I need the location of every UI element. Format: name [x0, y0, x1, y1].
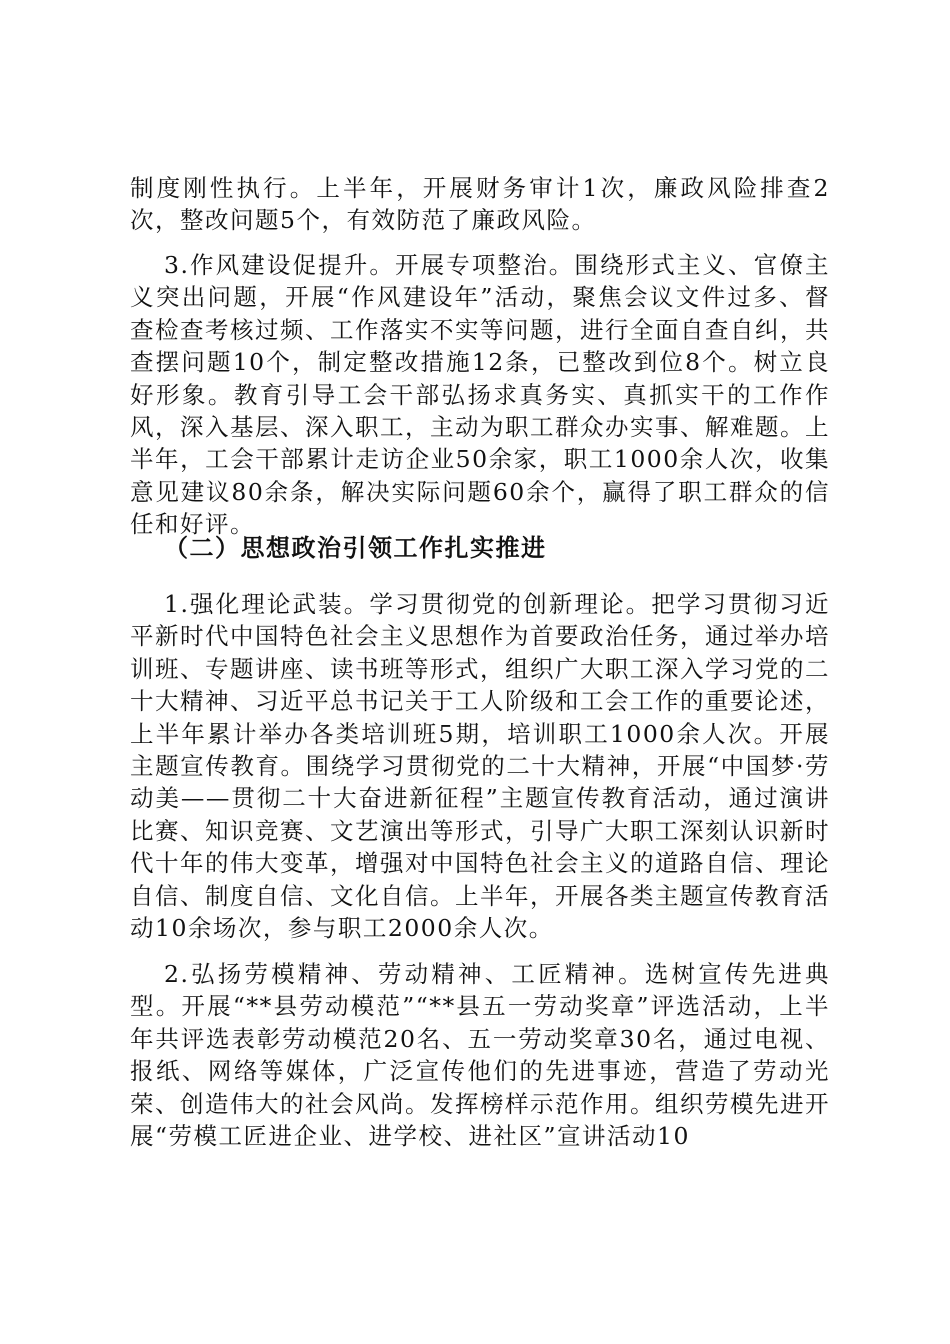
- paragraph-model-workers: 2.弘扬劳模精神、劳动精神、工匠精神。选树宣传先进典型。开展“**县劳动模范”“**县五一劳动奖章”评选活动，上半年共评选表彰劳动模范20名、五一劳动奖章30名，通过电视、报纸、网络等媒体，广泛宣传他们的先进事迹，营造了劳动光荣、创造伟大的社会风尚。发挥榜样示范作用。组织劳模先进开展“劳模工匠进企业、进学校、进社区”宣讲活动10: [130, 960, 830, 1151]
- paragraph-clean-governance-end: 制度刚性执行。上半年，开展财务审计1次，廉政风险排查2次，整改问题5个，有效防范了廉政风险。: [130, 174, 830, 235]
- paragraph-theory-study: 1.强化理论武装。学习贯彻党的创新理论。把学习贯彻习近平新时代中国特色社会主义思想作为首要政治任务，通过举办培训班、专题讲座、读书班等形式，组织广大职工深入学习党的二十大精神、习近平总书记关于工人阶级和工会工作的重要论述，上半年累计举办各类培训班5期，培训职工1000余人次。开展主题宣传教育。围绕学习贯彻党的二十大精神，开展“中国梦·劳动美——贯彻二十大奋进新征程”主题宣传教育活动，通过演讲比赛、知识竞赛、文艺演出等形式，引导广大职工深刻认识新时代十年的伟大变革，增强对中国特色社会主义的道路自信、理论自信、制度自信、文化自信。上半年，开展各类主题宣传教育活动10余场次，参与职工2000余人次。: [130, 590, 830, 943]
- section-heading: （二）思想政治引领工作扎实推进: [164, 534, 547, 562]
- paragraph-work-style: 3.作风建设促提升。开展专项整治。围绕形式主义、官僚主义突出问题，开展“作风建设年”活动，聚焦会议文件过多、督查检查考核过频、工作落实不实等问题，进行全面自查自纠，共查摆问题10个，制定整改措施12条，已整改到位8个。树立良好形象。教育引导工会干部弘扬求真务实、真抓实干的工作作风，深入基层、深入职工，主动为职工群众办实事、解难题。上半年，工会干部累计走访企业50余家，职工1000余人次，收集意见建议80余条，解决实际问题60余个，赢得了职工群众的信任和好评。: [130, 251, 830, 539]
